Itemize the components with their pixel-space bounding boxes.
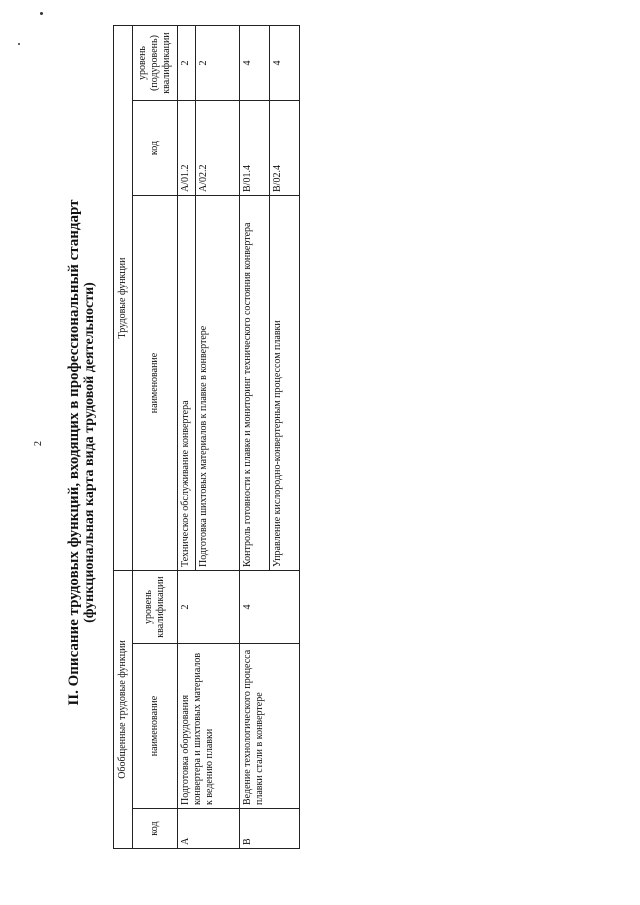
tf-name-cell: Контроль готовности к плавке и мониторинг технического состояния конвертера xyxy=(240,196,270,571)
gtf-name-cell: Подготовка оборудования конвертера и шихтовых материалов к ведению плавки xyxy=(178,644,240,809)
tf-level-cell: 2 xyxy=(178,26,196,101)
tf-level-cell: 2 xyxy=(196,26,240,101)
col-sublevel-header: уровень (подуровень) квалификации xyxy=(133,26,178,101)
tf-code-cell: A/02.2 xyxy=(196,101,240,196)
heading-line-1: II. Описание трудовых функций, входящих в профессиональный стандарт xyxy=(66,199,82,706)
col-name-header: наименование xyxy=(133,644,178,809)
gtf-level-cell: 4 xyxy=(240,571,300,644)
heading-line-2: (функциональная карта вида трудовой деятельности) xyxy=(82,282,97,623)
tf-level-cell: 4 xyxy=(240,26,270,101)
gtf-level-cell: 2 xyxy=(178,571,240,644)
tf-level-cell: 4 xyxy=(270,26,300,101)
gtf-code-cell: B xyxy=(240,809,300,849)
page-number: 2 xyxy=(33,441,44,446)
col-code-header: код xyxy=(133,809,178,849)
table-row xyxy=(178,26,196,849)
table-row xyxy=(240,26,270,849)
col-tf-name-header: наименование xyxy=(133,196,178,571)
col-level-header: уровень квалификации xyxy=(133,571,178,644)
tf-code-cell: A/01.2 xyxy=(178,101,196,196)
col-tf-code-header: код xyxy=(133,101,178,196)
tf-name-cell: Управление кислородно-конвертерным процессом плавки xyxy=(270,196,300,571)
tf-name-cell: Подготовка шихтовых материалов к плавке в конвертере xyxy=(196,196,240,571)
gtf-code-cell: A xyxy=(178,809,240,849)
tf-code-cell: B/01.4 xyxy=(240,101,270,196)
generalized-functions-header: Обобщенные трудовые функции xyxy=(114,571,133,849)
labor-functions-header: Трудовые функции xyxy=(114,26,133,571)
tf-code-cell: B/02.4 xyxy=(270,101,300,196)
gtf-name-cell: Ведение технологического процесса плавки стали в конвертере xyxy=(240,644,300,809)
section-heading xyxy=(66,0,98,905)
tf-name-cell: Техническое обслуживание конвертера xyxy=(178,196,196,571)
functional-map-table xyxy=(113,25,300,849)
